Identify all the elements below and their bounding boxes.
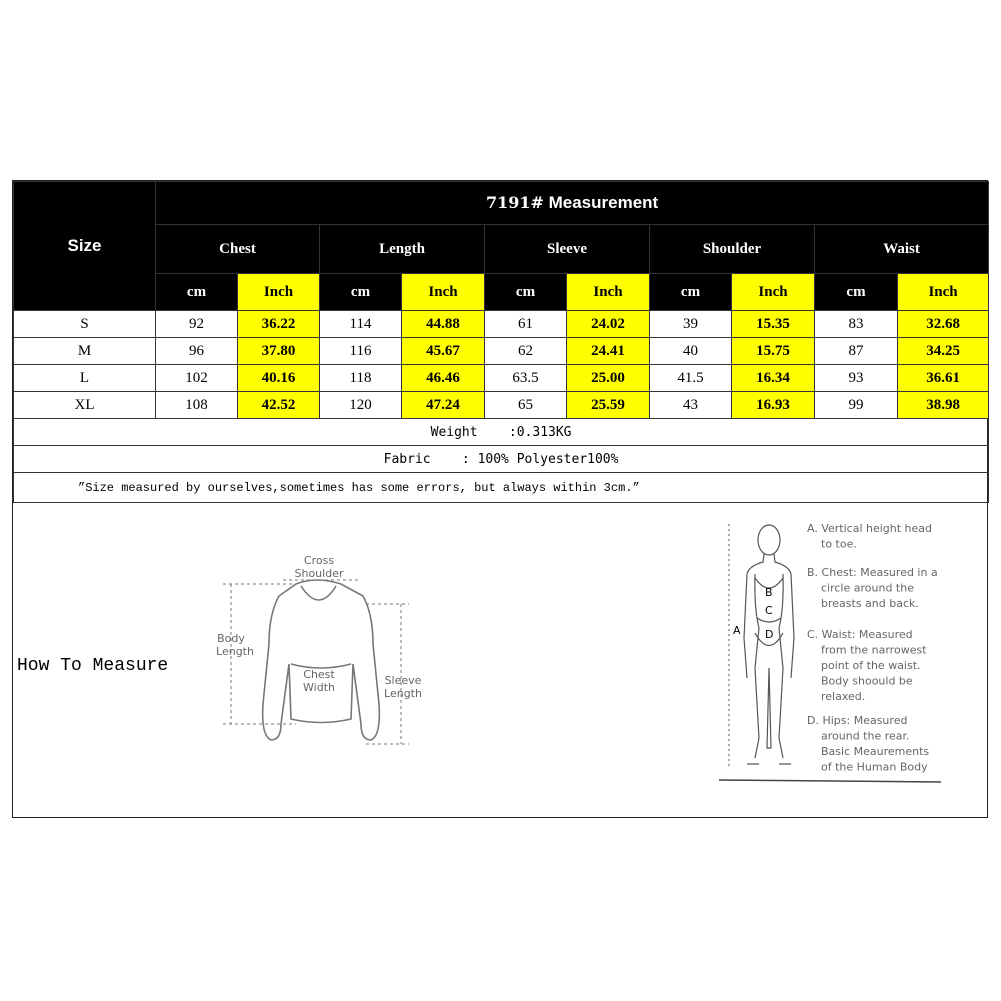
group-header-waist: Waist: [815, 225, 989, 274]
body-note-2: C. Waist: Measured from the narrowest point of the waist. Body shoould be relaxed.: [807, 628, 927, 703]
unit-inch-header: Inch: [238, 274, 320, 311]
cross-shoulder-label: Cross Shoulder: [294, 554, 344, 580]
unit-inch-header: Inch: [898, 274, 989, 311]
inch-value-cell: 37.80: [238, 338, 320, 365]
letter-c: C: [765, 604, 773, 617]
title-text: Measurement: [543, 193, 659, 212]
human-body-icon: [744, 525, 794, 764]
weight-row: Weight :0.313KG: [14, 419, 989, 446]
note-row: ”Size measured by ourselves,sometimes has some errors, but always within 3cm.”: [14, 473, 989, 503]
inch-value-cell: 38.98: [898, 392, 989, 419]
size-header: Size: [14, 182, 156, 311]
sweater-outline-icon: [263, 580, 380, 740]
unit-cm-header: cm: [320, 274, 402, 311]
inch-value-cell: 16.34: [732, 365, 815, 392]
size-chart: [12, 180, 988, 818]
letter-b: B: [765, 586, 773, 599]
fabric-row: Fabric : 100% Polyester100%: [14, 446, 989, 473]
how-to-measure-label: How To Measure: [17, 656, 169, 676]
inch-value-cell: 45.67: [402, 338, 485, 365]
unit-cm-header: cm: [815, 274, 898, 311]
cm-value-cell: 40: [650, 338, 732, 365]
inch-value-cell: 15.35: [732, 311, 815, 338]
unit-inch-header: Inch: [732, 274, 815, 311]
group-header-sleeve: Sleeve: [485, 225, 650, 274]
body-note-1: B. Chest: Measured in a circle around the breasts and back.: [807, 566, 938, 610]
inch-value-cell: 46.46: [402, 365, 485, 392]
unit-inch-header: Inch: [402, 274, 485, 311]
body-length-label: Body Length: [216, 632, 254, 658]
cm-value-cell: 92: [156, 311, 238, 338]
unit-inch-header: Inch: [567, 274, 650, 311]
inch-value-cell: 25.59: [567, 392, 650, 419]
sweater-diagram: [201, 554, 431, 754]
body-note-3: D. Hips: Measured around the rear. Basic Meaurements of the Human Body: [807, 714, 930, 774]
how-to-measure-section: [13, 506, 988, 818]
cm-value-cell: 116: [320, 338, 402, 365]
table-row: [14, 365, 989, 392]
inch-value-cell: 15.75: [732, 338, 815, 365]
title-code: 7191#: [485, 193, 544, 212]
cm-value-cell: 65: [485, 392, 567, 419]
cm-value-cell: 108: [156, 392, 238, 419]
cm-value-cell: 63.5: [485, 365, 567, 392]
group-header-chest: Chest: [156, 225, 320, 274]
inch-value-cell: 16.93: [732, 392, 815, 419]
group-header-length: Length: [320, 225, 485, 274]
cm-value-cell: 96: [156, 338, 238, 365]
table-row: [14, 392, 989, 419]
letter-d: D: [765, 628, 774, 641]
cm-value-cell: 41.5: [650, 365, 732, 392]
cm-value-cell: 114: [320, 311, 402, 338]
neckline-icon: [301, 586, 336, 600]
cm-value-cell: 61: [485, 311, 567, 338]
cm-value-cell: 87: [815, 338, 898, 365]
body-diagram: [719, 518, 945, 790]
inch-value-cell: 40.16: [238, 365, 320, 392]
inch-value-cell: 47.24: [402, 392, 485, 419]
letter-a: A: [733, 624, 741, 637]
body-note-0: A. Vertical height head to toe.: [807, 522, 933, 551]
table-row: [14, 311, 989, 338]
cm-value-cell: 99: [815, 392, 898, 419]
chest-width-label: Chest Width: [303, 668, 335, 694]
inch-value-cell: 25.00: [567, 365, 650, 392]
cm-value-cell: 62: [485, 338, 567, 365]
cm-value-cell: 83: [815, 311, 898, 338]
unit-cm-header: cm: [156, 274, 238, 311]
size-cell: S: [14, 311, 156, 338]
size-cell: M: [14, 338, 156, 365]
inch-value-cell: 44.88: [402, 311, 485, 338]
cm-value-cell: 43: [650, 392, 732, 419]
cm-value-cell: 118: [320, 365, 402, 392]
unit-cm-header: cm: [650, 274, 732, 311]
inch-value-cell: 24.02: [567, 311, 650, 338]
group-header-shoulder: Shoulder: [650, 225, 815, 274]
cm-value-cell: 102: [156, 365, 238, 392]
unit-cm-header: cm: [485, 274, 567, 311]
measurement-table: [13, 181, 989, 503]
size-cell: XL: [14, 392, 156, 419]
inch-value-cell: 42.52: [238, 392, 320, 419]
inch-value-cell: 36.22: [238, 311, 320, 338]
cm-value-cell: 93: [815, 365, 898, 392]
inch-value-cell: 36.61: [898, 365, 989, 392]
table-row: [14, 338, 989, 365]
sleeve-length-label: Sleeve Length: [384, 674, 422, 700]
inch-value-cell: 34.25: [898, 338, 989, 365]
inch-value-cell: 32.68: [898, 311, 989, 338]
table-title: [156, 182, 989, 225]
cm-value-cell: 39: [650, 311, 732, 338]
cm-value-cell: 120: [320, 392, 402, 419]
inch-value-cell: 24.41: [567, 338, 650, 365]
size-cell: L: [14, 365, 156, 392]
